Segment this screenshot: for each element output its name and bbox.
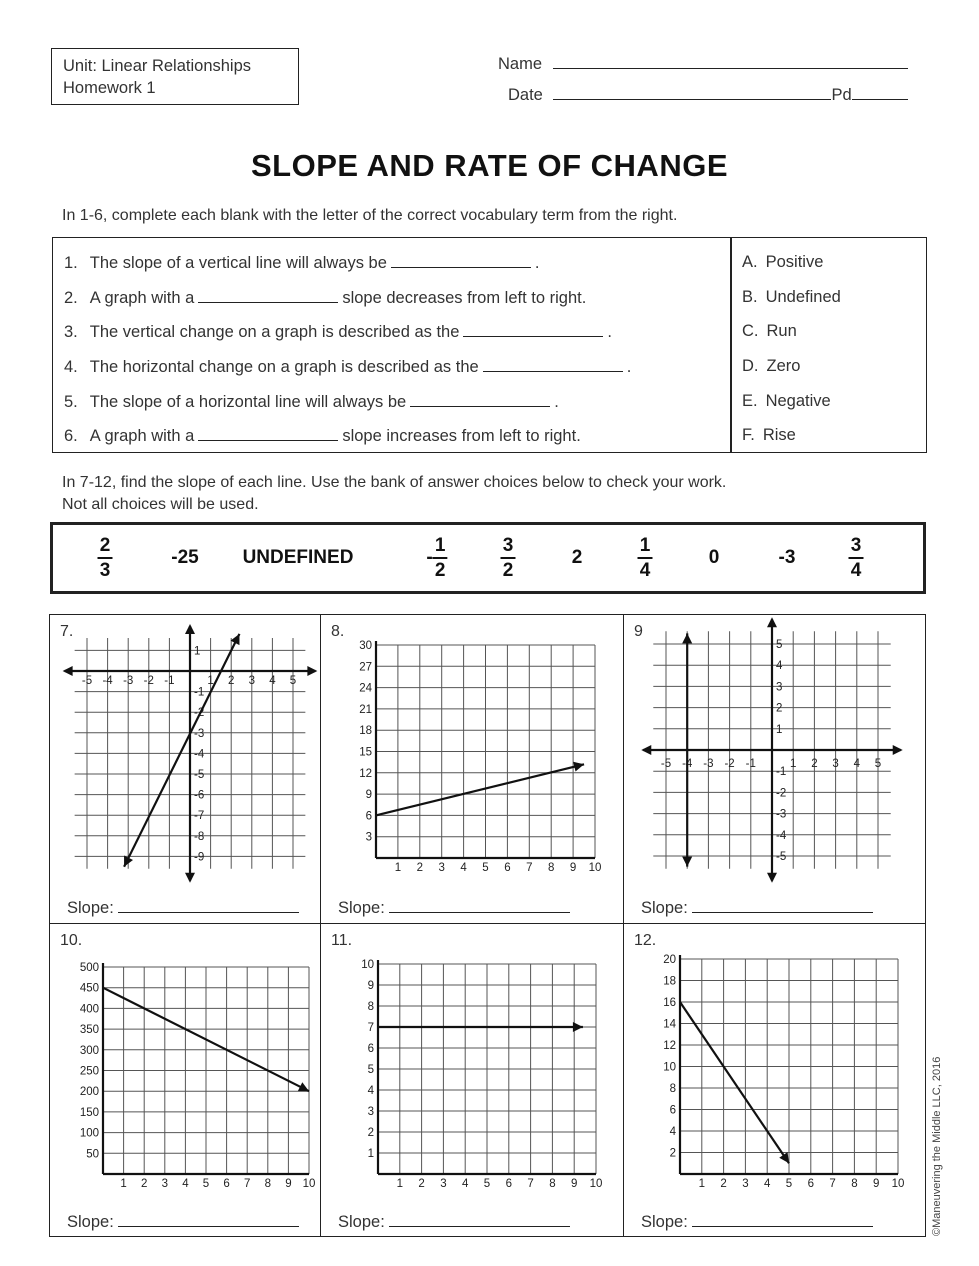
- slope-label: Slope:: [67, 1213, 114, 1231]
- y-tick-label: 9: [367, 980, 374, 992]
- answer-choice: [243, 525, 354, 591]
- question-text: The horizontal change on a graph is described as the: [89, 358, 479, 376]
- term-word: Positive: [765, 253, 824, 271]
- answer-choice: [638, 525, 653, 591]
- denominator: 4: [639, 560, 651, 581]
- name-row: [498, 52, 908, 74]
- choice-fraction: [433, 535, 448, 581]
- x-tick-label: 2: [227, 675, 235, 687]
- graph-cell-7: [50, 615, 321, 924]
- question-number: 3.: [64, 323, 78, 341]
- vocab-term-1: [742, 253, 823, 272]
- vocab-term-5: [742, 392, 831, 411]
- problem-number: 7.: [60, 623, 74, 640]
- question-text-end: slope increases from left to right.: [342, 427, 581, 445]
- x-tick-label: 10: [588, 862, 602, 874]
- x-tick-label: 4: [460, 862, 467, 874]
- y-tick-label: 21: [359, 703, 372, 716]
- slope-answer: [641, 898, 873, 918]
- y-tick-label: -1: [194, 686, 205, 699]
- y-tick-label: 7: [367, 1022, 374, 1034]
- answer-choice: [501, 525, 516, 591]
- coordinate-graph: [50, 615, 321, 884]
- vocab-question-3: [64, 322, 612, 342]
- homework-label: Homework 1: [63, 79, 156, 97]
- fraction-bar: [501, 557, 516, 559]
- x-tick-label: 1: [394, 862, 402, 874]
- choice-fraction: [501, 535, 516, 581]
- fraction-bar: [849, 557, 864, 559]
- answer-choice: [98, 525, 113, 591]
- y-tick-label: 2: [776, 702, 783, 715]
- y-tick-label: -8: [194, 830, 205, 843]
- date-label: Date: [508, 86, 543, 104]
- term-letter: E.: [742, 392, 758, 410]
- arrow-head: [767, 873, 777, 883]
- arrow-head: [307, 666, 317, 676]
- y-tick-label: 18: [663, 975, 676, 988]
- y-tick-label: -3: [194, 727, 205, 740]
- slope-label: Slope:: [641, 1213, 688, 1231]
- vocab-divider: [730, 238, 732, 452]
- question-text: The slope of a horizontal line will always be: [89, 393, 407, 411]
- x-tick-label: 2: [811, 758, 818, 770]
- x-tick-label: 4: [461, 1178, 469, 1190]
- question-text: A graph with a: [89, 427, 195, 445]
- y-tick-label: 2: [367, 1127, 374, 1139]
- x-tick-label: 6: [504, 862, 511, 874]
- graph-cell-9: [624, 615, 926, 924]
- numerator: 1: [639, 535, 651, 556]
- answer-blank[interactable]: [483, 357, 623, 372]
- coordinate-graph: [624, 924, 926, 1196]
- y-tick-label: 150: [79, 1106, 99, 1119]
- y-tick-label: -7: [194, 810, 205, 823]
- y-tick-label: 200: [79, 1086, 99, 1099]
- x-tick-label: 6: [807, 1178, 815, 1190]
- y-tick-label: 10: [663, 1061, 676, 1074]
- slope-label: Slope:: [67, 899, 114, 917]
- answer-choice: [171, 525, 198, 591]
- coordinate-graph: [321, 924, 624, 1196]
- x-tick-label: -3: [123, 675, 134, 687]
- x-tick-label: 8: [264, 1178, 272, 1190]
- term-letter: F.: [742, 426, 755, 444]
- x-tick-label: 9: [285, 1178, 292, 1190]
- x-tick-label: 5: [483, 1178, 491, 1190]
- y-tick-label: 50: [86, 1148, 99, 1161]
- vocab-term-4: [742, 357, 800, 376]
- problem-number: 12.: [634, 932, 657, 949]
- y-tick-label: 8: [367, 1001, 374, 1013]
- arrow-head: [682, 633, 692, 643]
- y-tick-label: 5: [776, 639, 783, 651]
- slope-blank[interactable]: [118, 1212, 299, 1227]
- problem-number: 9: [634, 623, 643, 640]
- pd-label: Pd: [831, 86, 852, 104]
- numerator: 3: [502, 535, 514, 556]
- y-tick-label: 9: [365, 789, 372, 802]
- term-word: Run: [766, 322, 797, 340]
- choice-fraction: [638, 535, 653, 581]
- date-field[interactable]: [553, 83, 831, 100]
- question-number: 4.: [64, 358, 78, 376]
- slope-answer: [67, 898, 299, 918]
- fraction-bar: [433, 557, 448, 559]
- problem-number: 8.: [331, 623, 345, 640]
- x-tick-label: 4: [853, 758, 861, 770]
- x-tick-label: 2: [720, 1178, 727, 1190]
- choice-text: -25: [171, 547, 199, 568]
- x-tick-label: 9: [569, 862, 577, 874]
- choice-fraction: [98, 535, 113, 581]
- denominator: 3: [99, 560, 111, 581]
- graph-cell-8: [321, 615, 624, 924]
- unit-box: [51, 48, 299, 105]
- graph-cell-10: [50, 924, 321, 1236]
- x-tick-label: 3: [440, 1178, 447, 1190]
- question-text-end: .: [607, 323, 612, 341]
- question-text-end: slope decreases from left to right.: [342, 289, 587, 307]
- answer-choice: [779, 525, 796, 591]
- x-tick-label: 10: [589, 1178, 603, 1190]
- y-tick-label: 12: [663, 1040, 676, 1052]
- choice-text: 0: [708, 547, 720, 568]
- y-tick-label: -5: [194, 769, 205, 781]
- vocab-question-6: [64, 426, 581, 446]
- x-tick-label: -4: [682, 758, 693, 770]
- question-text-end: .: [554, 393, 559, 411]
- y-tick-label: 100: [79, 1127, 99, 1140]
- x-tick-label: 2: [418, 1178, 425, 1190]
- arrow-head: [185, 624, 195, 634]
- vocab-question-2: [64, 288, 586, 308]
- denominator: 4: [850, 560, 862, 581]
- slope-blank[interactable]: [692, 1212, 873, 1227]
- date-row: [508, 83, 908, 105]
- arrow-head: [63, 666, 73, 676]
- y-tick-label: 6: [669, 1104, 676, 1117]
- instructions-slope-2: Not all choices will be used.: [62, 496, 259, 513]
- y-tick-label: 6: [367, 1043, 374, 1055]
- y-tick-label: 400: [79, 1003, 99, 1016]
- y-tick-label: 4: [669, 1126, 676, 1138]
- y-tick-label: -2: [776, 787, 787, 800]
- arrow-head: [573, 1022, 583, 1032]
- x-tick-label: 8: [851, 1178, 858, 1190]
- vocab-term-3: [742, 322, 797, 341]
- answer-choice: [849, 525, 864, 591]
- arrow-head: [185, 873, 195, 883]
- vocabulary-box: [52, 237, 927, 453]
- y-tick-label: 500: [79, 962, 99, 974]
- y-tick-label: 27: [359, 661, 372, 674]
- arrow-head: [682, 857, 692, 867]
- slope-label: Slope:: [338, 899, 385, 917]
- y-tick-label: -1: [776, 766, 787, 779]
- answer-blank[interactable]: [391, 253, 531, 268]
- x-tick-label: 10: [302, 1178, 316, 1190]
- y-tick-label: 8: [669, 1083, 676, 1095]
- numerator: 1: [434, 535, 446, 556]
- y-tick-label: 10: [361, 959, 374, 971]
- question-number: 1.: [64, 254, 78, 272]
- x-tick-label: 7: [243, 1178, 251, 1190]
- problem-number: 10.: [60, 932, 83, 949]
- question-number: 6.: [64, 427, 78, 445]
- graph-grid: [49, 614, 926, 1237]
- slope-blank[interactable]: [692, 898, 873, 913]
- y-tick-label: -5: [776, 851, 787, 863]
- x-tick-label: 1: [698, 1178, 706, 1190]
- vocab-question-4: [64, 357, 631, 377]
- coordinate-graph: [624, 615, 926, 884]
- x-tick-label: 8: [549, 1178, 556, 1190]
- y-tick-label: 350: [79, 1024, 99, 1037]
- choice-text: UNDEFINED: [242, 547, 354, 568]
- slope-answer: [338, 898, 570, 918]
- x-tick-label: -1: [745, 758, 756, 770]
- denominator: 2: [502, 560, 514, 581]
- x-tick-label: 4: [269, 675, 276, 687]
- term-letter: A.: [742, 253, 758, 271]
- term-letter: C.: [742, 322, 759, 340]
- coordinate-graph: [321, 615, 624, 884]
- vocab-term-6: [742, 426, 796, 445]
- slope-blank[interactable]: [389, 1212, 570, 1227]
- y-tick-label: 4: [776, 660, 783, 673]
- question-text: The vertical change on a graph is described as the: [89, 323, 460, 341]
- y-tick-label: 14: [663, 1018, 676, 1031]
- y-tick-label: 20: [663, 954, 676, 966]
- graph-cell-11: [321, 924, 624, 1236]
- y-tick-label: 30: [359, 640, 372, 652]
- x-tick-label: 8: [547, 862, 555, 874]
- y-tick-label: -4: [194, 748, 205, 761]
- term-letter: D.: [742, 357, 759, 375]
- y-tick-label: 1: [194, 645, 201, 658]
- slope-label: Slope:: [338, 1213, 385, 1231]
- graph-line: [376, 764, 584, 815]
- name-field[interactable]: [553, 52, 908, 69]
- answer-choice: [426, 525, 447, 591]
- choice-sign: -: [426, 547, 433, 568]
- y-tick-label: 3: [365, 831, 372, 844]
- coordinate-graph: [50, 924, 321, 1196]
- question-number: 5.: [64, 393, 78, 411]
- x-tick-label: 5: [874, 758, 882, 770]
- arrow-head: [641, 745, 651, 755]
- answer-bank: [50, 522, 926, 594]
- y-tick-label: 1: [367, 1148, 374, 1160]
- x-tick-label: 7: [526, 862, 533, 874]
- arrow-head: [779, 1152, 789, 1163]
- x-tick-label: -4: [102, 675, 113, 687]
- y-tick-label: -9: [194, 851, 205, 864]
- y-tick-label: 5: [367, 1064, 374, 1076]
- x-tick-label: -3: [703, 758, 714, 770]
- y-tick-label: 3: [367, 1106, 374, 1118]
- x-tick-label: 3: [832, 758, 839, 770]
- x-tick-label: 9: [570, 1178, 578, 1190]
- question-text-end: .: [626, 358, 632, 376]
- y-tick-label: -6: [194, 789, 205, 802]
- arrow-head: [573, 762, 584, 772]
- y-tick-label: 1: [776, 723, 783, 736]
- slope-blank[interactable]: [389, 898, 570, 913]
- y-tick-label: 12: [359, 767, 372, 780]
- graph-line: [124, 634, 239, 867]
- instructions-vocab: In 1-6, complete each blank with the letter of the correct vocabulary term from the right.: [62, 207, 678, 224]
- term-word: Negative: [765, 392, 831, 410]
- slope-answer: [641, 1212, 873, 1232]
- x-tick-label: 3: [161, 1178, 169, 1190]
- answer-blank[interactable]: [198, 426, 338, 441]
- x-tick-label: 7: [527, 1178, 534, 1190]
- vocab-question-1: [64, 253, 540, 273]
- question-number: 2.: [64, 289, 78, 307]
- denominator: 2: [434, 560, 446, 581]
- vocab-term-2: [742, 288, 841, 307]
- term-word: Undefined: [765, 288, 841, 306]
- choice-fraction: [849, 535, 864, 581]
- y-tick-label: 450: [79, 982, 99, 995]
- x-tick-label: -5: [660, 758, 672, 770]
- term-letter: B.: [742, 288, 758, 306]
- instructions-slope-1: In 7-12, find the slope of each line. Use the bank of answer choices below to check your work.: [62, 474, 727, 491]
- slope-label: Slope:: [641, 899, 688, 917]
- question-text-end: .: [534, 254, 540, 272]
- slope-answer: [67, 1212, 299, 1232]
- y-tick-label: 3: [776, 681, 783, 694]
- x-tick-label: 1: [120, 1178, 127, 1190]
- x-tick-label: 7: [829, 1178, 836, 1190]
- name-label: Name: [498, 55, 543, 73]
- x-tick-label: 9: [872, 1178, 880, 1190]
- x-tick-label: 5: [289, 675, 297, 687]
- x-tick-label: 2: [140, 1178, 148, 1190]
- vocab-question-5: [64, 392, 559, 412]
- slope-blank[interactable]: [118, 898, 299, 913]
- answer-blank[interactable]: [410, 392, 550, 407]
- x-tick-label: -5: [81, 675, 93, 687]
- answer-choice: [709, 525, 720, 591]
- y-tick-label: -2: [194, 707, 205, 720]
- x-tick-label: 5: [785, 1178, 793, 1190]
- x-tick-label: 6: [223, 1178, 230, 1190]
- answer-choice: [572, 525, 583, 591]
- x-tick-label: -1: [164, 675, 175, 687]
- term-word: Zero: [766, 357, 801, 375]
- x-tick-label: -2: [143, 675, 154, 687]
- x-tick-label: 1: [789, 758, 797, 770]
- x-tick-label: 4: [763, 1178, 771, 1190]
- y-tick-label: 15: [359, 746, 372, 759]
- fraction-bar: [98, 557, 113, 559]
- x-tick-label: 3: [438, 862, 445, 874]
- x-tick-label: 1: [207, 675, 214, 687]
- arrow-head: [893, 745, 903, 755]
- choice-text: -3: [778, 547, 796, 568]
- page-title: SLOPE AND RATE OF CHANGE: [250, 148, 728, 183]
- y-tick-label: -4: [776, 829, 787, 842]
- pd-field[interactable]: [852, 83, 908, 100]
- x-tick-label: -2: [724, 758, 735, 770]
- choice-text: 2: [571, 547, 583, 568]
- y-tick-label: 16: [663, 997, 676, 1009]
- x-tick-label: 6: [505, 1178, 513, 1190]
- x-tick-label: 5: [202, 1178, 210, 1190]
- graph-cell-12: [624, 924, 926, 1236]
- problem-number: 11.: [331, 932, 353, 949]
- y-tick-label: 300: [79, 1044, 99, 1057]
- y-tick-label: 2: [669, 1147, 676, 1160]
- answer-blank[interactable]: [198, 288, 338, 303]
- y-tick-label: 18: [359, 725, 372, 738]
- graph-line: [680, 1002, 789, 1163]
- x-tick-label: 1: [396, 1178, 404, 1190]
- question-text: A graph with a: [89, 289, 195, 307]
- x-tick-label: 4: [182, 1178, 189, 1190]
- answer-blank[interactable]: [463, 322, 603, 337]
- copyright: ©Maneuvering the Middle LLC, 2016: [931, 1056, 943, 1236]
- question-text: The slope of a vertical line will always be: [89, 254, 387, 272]
- x-tick-label: 5: [482, 862, 489, 874]
- slope-answer: [338, 1212, 570, 1232]
- y-tick-label: 250: [79, 1065, 99, 1078]
- numerator: 2: [99, 535, 111, 556]
- numerator: 3: [850, 535, 862, 556]
- y-tick-label: 4: [367, 1085, 374, 1097]
- y-tick-label: 24: [359, 682, 372, 695]
- y-tick-label: -3: [776, 808, 787, 821]
- y-tick-label: 6: [365, 810, 372, 823]
- fraction-bar: [638, 557, 653, 559]
- x-tick-label: 2: [416, 862, 424, 874]
- x-tick-label: 3: [248, 675, 256, 687]
- term-word: Rise: [762, 426, 796, 444]
- arrow-head: [767, 617, 777, 627]
- x-tick-label: 10: [891, 1178, 905, 1190]
- unit-label: Unit: Linear Relationships: [63, 57, 252, 75]
- x-tick-label: 3: [742, 1178, 749, 1190]
